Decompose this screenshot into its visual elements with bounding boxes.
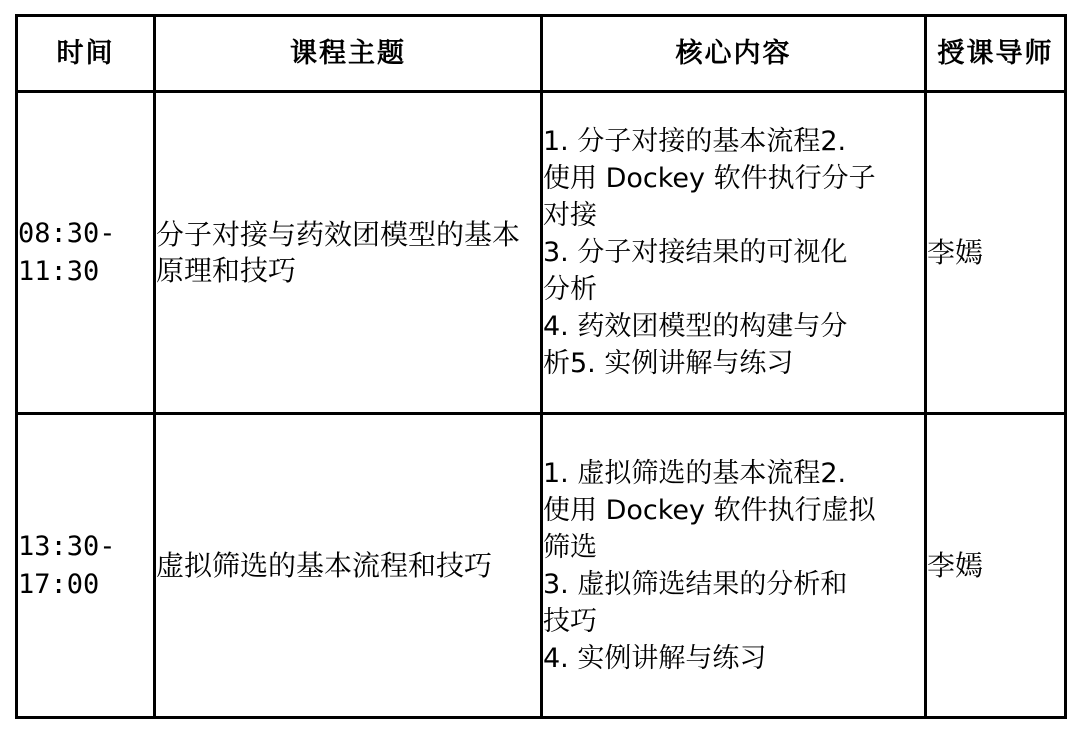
time-start: 08:30-: [18, 217, 116, 249]
content-line: 3. 分子对接结果的可视化: [543, 237, 848, 268]
content-cell: [542, 414, 926, 718]
content-line: 4. 实例讲解与练习: [543, 642, 767, 674]
content-line: 使用 Dockey 软件执行分子: [543, 163, 876, 194]
content-line: 分析: [543, 274, 597, 305]
content-line: 3. 虚拟筛选结果的分析和: [543, 568, 848, 600]
time-cell: [17, 414, 155, 718]
table-header-row: [17, 16, 1066, 92]
content-line: 1. 虚拟筛选的基本流程2.: [543, 457, 847, 489]
content-line: 1. 分子对接的基本流程2.: [543, 126, 847, 157]
instructor-cell: 李嫣: [926, 92, 1066, 414]
content-line: 对接: [543, 200, 597, 231]
topic-cell: 分子对接与药效团模型的基本原理和技巧: [155, 92, 542, 414]
header-topic: 课程主题: [155, 16, 542, 92]
content-line: 4. 药效团模型的构建与分: [543, 311, 848, 342]
content-line: 使用 Dockey 软件执行虚拟: [543, 494, 876, 526]
time-end: 17:00: [18, 568, 100, 600]
table-row: [17, 414, 1066, 718]
table-row: [17, 92, 1066, 414]
content-line: 技巧: [543, 605, 597, 637]
topic-cell: 虚拟筛选的基本流程和技巧: [155, 414, 542, 718]
time-end: 11:30: [18, 255, 100, 287]
header-instructor: 授课导师: [926, 16, 1066, 92]
content-line: 析5. 实例讲解与练习: [543, 348, 794, 379]
instructor-cell: 李嫣: [926, 414, 1066, 718]
content-line: 筛选: [543, 531, 597, 563]
content-cell: [542, 92, 926, 414]
time-cell: [17, 92, 155, 414]
header-time: 时间: [17, 16, 155, 92]
header-content: 核心内容: [542, 16, 926, 92]
time-start: 13:30-: [18, 530, 116, 562]
course-schedule-table: [15, 14, 1067, 719]
